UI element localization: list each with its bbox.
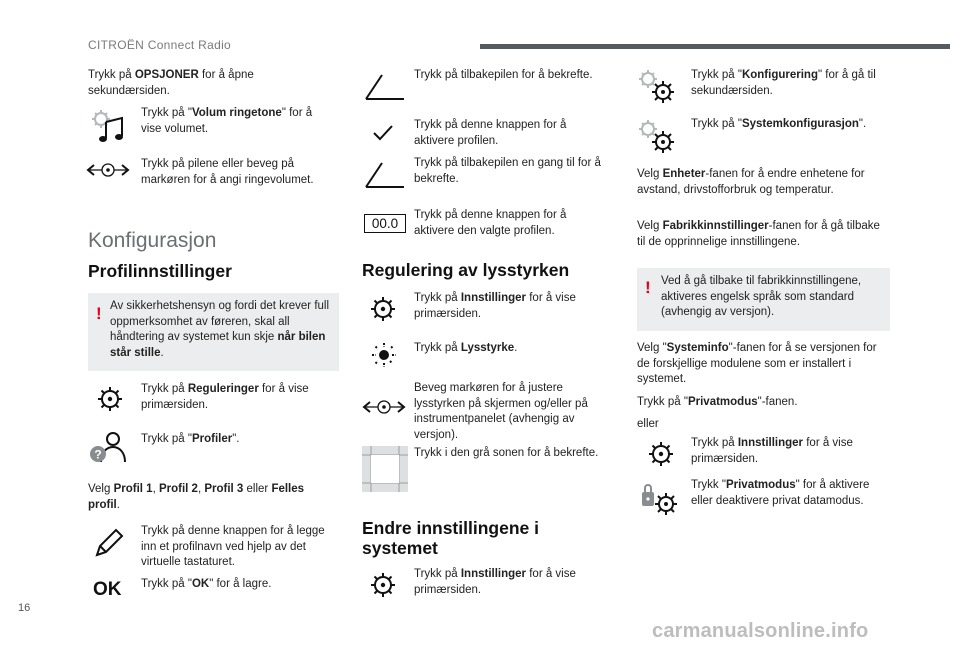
config-text: Trykk på "Konfigurering" for å gå til sekundærsiden.	[691, 69, 876, 97]
section-title-konfigurasjon: Konfigurasjon	[88, 229, 217, 252]
warning-text: Av sikkerhetshensyn og fordi det krever full oppmerksomhet av føreren, skal all håndtering av systemet kun skje når bilen står stille.	[110, 300, 330, 359]
settings2-text: Trykk på Innstillinger for å vise primærsiden.	[414, 568, 576, 596]
profile-icon	[88, 430, 128, 466]
check-text: Trykk på denne knappen for å aktivere profilen.	[414, 119, 567, 147]
warning-box	[88, 293, 339, 371]
back2-text: Trykk på tilbakepilen en gang til for å bekrefte.	[414, 157, 601, 185]
ok-icon: OK	[93, 579, 122, 600]
privacy-lock-gear-icon	[640, 480, 680, 520]
reset-text: Trykk på denne knappen for å aktivere den valgte profilen.	[414, 209, 567, 237]
privacy-text: Trykk "Privatmodus" for å aktivere eller deaktivere privat datamodus.	[691, 479, 870, 507]
pencil-icon	[92, 526, 126, 560]
brightness-text: Trykk på Lysstyrke.	[414, 342, 518, 354]
factory-note-box	[637, 268, 890, 331]
section-title-system: Endre innstillingene i systemet	[362, 518, 539, 558]
units-text: Velg Enheter-fanen for å endre enhetene for avstand, drivstofforbruk og temperatur.	[637, 168, 865, 196]
slider-arrows-icon	[86, 160, 130, 180]
section-title-lysstyrke: Regulering av lysstyrken	[362, 260, 570, 280]
slider-arrows-icon	[362, 397, 406, 417]
warning-icon: !	[96, 304, 102, 323]
page-number: 16	[18, 602, 31, 614]
header-title: CITROËN Connect Radio	[88, 38, 232, 52]
svg-text:?: ?	[94, 447, 102, 462]
settings1-text: Trykk på Innstillinger for å vise primærsiden.	[414, 292, 576, 320]
settings-gear-icon	[646, 439, 676, 469]
grey-zone-text: Trykk i den grå sonen for å bekrefte.	[414, 447, 599, 459]
arrows-text: Trykk på pilene eller beveg på markøren for å angi ringevolumet.	[141, 158, 314, 186]
brightness-icon	[366, 340, 402, 370]
factory-note-text: Ved å gå tilbake til fabrikkinnstillingene, aktiveres engelsk språk som standard (avhengig av versjon).	[661, 275, 862, 318]
back1-text: Trykk på tilbakepilen for å bekrefte.	[414, 69, 593, 81]
grey-zone-icon	[362, 446, 408, 492]
ok-text: Trykk på "OK" for å lagre.	[141, 578, 272, 590]
back-arrow-icon	[362, 71, 406, 105]
factory-text: Velg Fabrikkinnstillinger-fanen for å gå tilbake til de opprinnelige innstillingene.	[637, 220, 880, 248]
header-bar	[480, 44, 950, 49]
sysinfo-text: Velg "Systeminfo"-fanen for å se versjonen for de forskjellige modulene som er installert i systemet.	[637, 342, 877, 385]
back-arrow-icon	[362, 159, 406, 193]
settings-gear-icon	[368, 570, 398, 600]
edit-text: Trykk på denne knappen for å legge inn et profilnavn ved hjelp av det virtuelle tastaturet.	[141, 525, 325, 568]
slider-text: Beveg markøren for å justere lysstyrken på skjermen og/eller på instrumentpanelet (avhengig av versjon).	[414, 382, 588, 441]
settings-gear-icon	[95, 384, 125, 414]
settings-text: Trykk på Reguleringer for å vise primærsiden.	[141, 383, 309, 411]
check-icon	[372, 124, 394, 142]
watermark-text: carmanualsonline.info	[652, 620, 869, 642]
music-settings-icon	[90, 108, 128, 144]
settings3-text: Trykk på Innstillinger for å vise primærsiden.	[691, 437, 853, 465]
profiles-text: Trykk på "Profiler".	[141, 433, 240, 445]
select-profile-text: Velg Profil 1, Profil 2, Profil 3 eller Felles profil.	[88, 483, 305, 511]
system-config-gears-icon	[637, 118, 677, 156]
reset-value-icon: 00.0	[364, 214, 406, 233]
sysconfig-text: Trykk på "Systemkonfigurasjon".	[691, 118, 867, 130]
settings-gear-icon	[368, 294, 398, 324]
volume-text: Trykk på "Volum ringetone" for å vise volumet.	[141, 107, 313, 135]
warning-icon: !	[645, 278, 651, 297]
subsection-title-profil: Profilinnstillinger	[88, 261, 232, 281]
intro-text: Trykk på OPSJONER for å åpne sekundærsiden.	[88, 69, 254, 97]
configuration-gears-icon	[637, 68, 677, 106]
privacy-tab-text: Trykk på "Privatmodus"-fanen.	[637, 396, 798, 408]
or-text: eller	[637, 418, 659, 430]
